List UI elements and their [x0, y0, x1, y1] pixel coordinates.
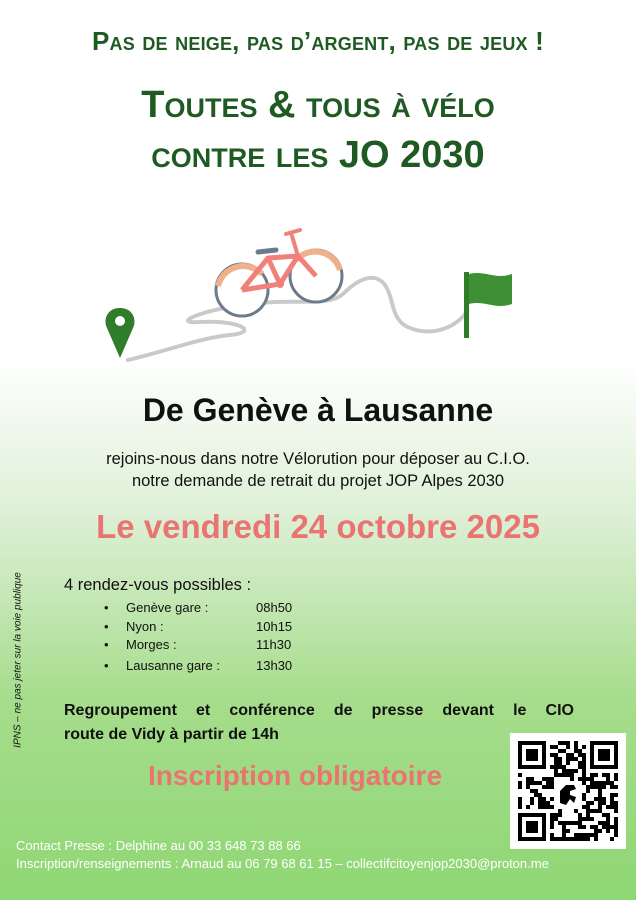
rendezvous-time: 10h15: [256, 619, 293, 634]
qr-code-image: [510, 733, 626, 849]
intro-line-2: notre demande de retrait du projet JOP Alpes 2030: [131, 472, 505, 490]
rendezvous-item: [104, 600, 292, 615]
regroupement-line-2: route de Vidy à partir de 14h: [64, 726, 279, 743]
rendezvous-place: Nyon :: [126, 619, 164, 634]
flag-icon: [464, 272, 512, 338]
rendezvous-heading: 4 rendez-vous possibles :: [64, 576, 252, 594]
regroupement-line-1: Regroupement et conférence de presse devant le CIO: [64, 702, 574, 719]
intro-line-1: rejoins-nous dans notre Vélorution pour déposer au C.I.O.: [106, 450, 530, 468]
qr-code[interactable]: [510, 733, 626, 849]
rendezvous-item: [104, 619, 292, 634]
rendezvous-time: 13h30: [256, 658, 293, 673]
rendezvous-item: [104, 637, 291, 652]
contact-press: Contact Presse : Delphine au 00 33 648 73 88 66: [16, 838, 301, 853]
rendezvous-item: [104, 658, 292, 673]
inscription-notice: Inscription obligatoire: [148, 760, 443, 791]
map-pin-icon: [106, 308, 135, 358]
rendezvous-time: 08h50: [256, 600, 293, 615]
bullet: •: [104, 619, 109, 634]
route-title: De Genève à Lausanne: [142, 392, 494, 428]
slogan: Pas de neige, pas d’argent, pas de jeux !: [91, 26, 545, 56]
event-date: Le vendredi 24 octobre 2025: [96, 508, 540, 545]
rendezvous-time: 11h30: [256, 637, 292, 652]
route-illustration: [0, 200, 636, 370]
bullet: •: [104, 600, 109, 615]
title-line-1: Toutes & tous à vélo: [141, 84, 495, 126]
rendezvous-place: Genève gare :: [126, 600, 209, 615]
side-note: IPNS – ne pas jeter sur la voie publique: [12, 572, 24, 748]
contact-registration[interactable]: Inscription/renseignements : Arnaud au 06 79 68 61 15 – collectifcitoyenjop2030@proton.me: [16, 856, 549, 871]
title-line-2: contre les JO 2030: [151, 134, 485, 176]
rendezvous-place: Lausanne gare :: [126, 658, 220, 673]
bullet: •: [104, 658, 109, 673]
bullet: •: [104, 637, 109, 652]
rendezvous-place: Morges :: [126, 637, 177, 652]
